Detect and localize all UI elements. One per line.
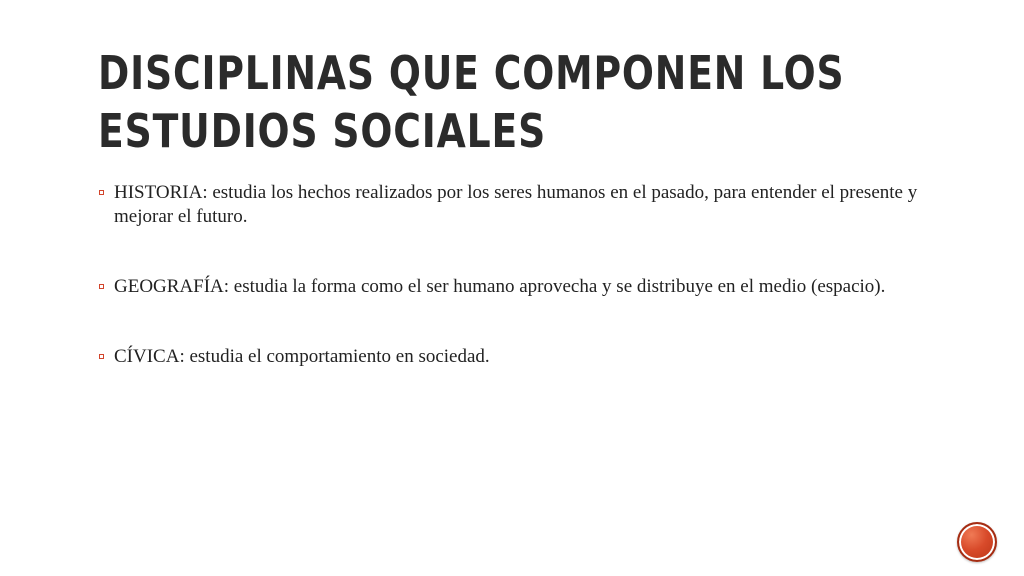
bullet-text: HISTORIA: estudia los hechos realizados por los seres humanos en el pasado, para entender el presente y mejorar el futuro.: [114, 182, 918, 227]
bullet-item-civica: [98, 345, 938, 369]
bullet-text: CÍVICA: estudia el comportamiento en sociedad.: [114, 346, 490, 367]
slide-title: [98, 44, 845, 160]
square-bullet-icon: [99, 284, 104, 289]
bullet-list: [98, 181, 938, 369]
slide-circle-button-icon[interactable]: [957, 522, 997, 562]
square-bullet-icon: [99, 354, 104, 359]
square-bullet-icon: [99, 190, 104, 195]
slide-title-line-1: DISCIPLINAS QUE COMPONEN LOS: [98, 46, 845, 100]
slide-title-line-2: ESTUDIOS SOCIALES: [98, 104, 547, 158]
bullet-item-historia: [98, 181, 938, 229]
bullet-text: GEOGRAFÍA: estudia la forma como el ser humano aprovecha y se distribuye en el medio (espacio).: [114, 276, 886, 297]
bullet-item-geografia: [98, 275, 938, 299]
